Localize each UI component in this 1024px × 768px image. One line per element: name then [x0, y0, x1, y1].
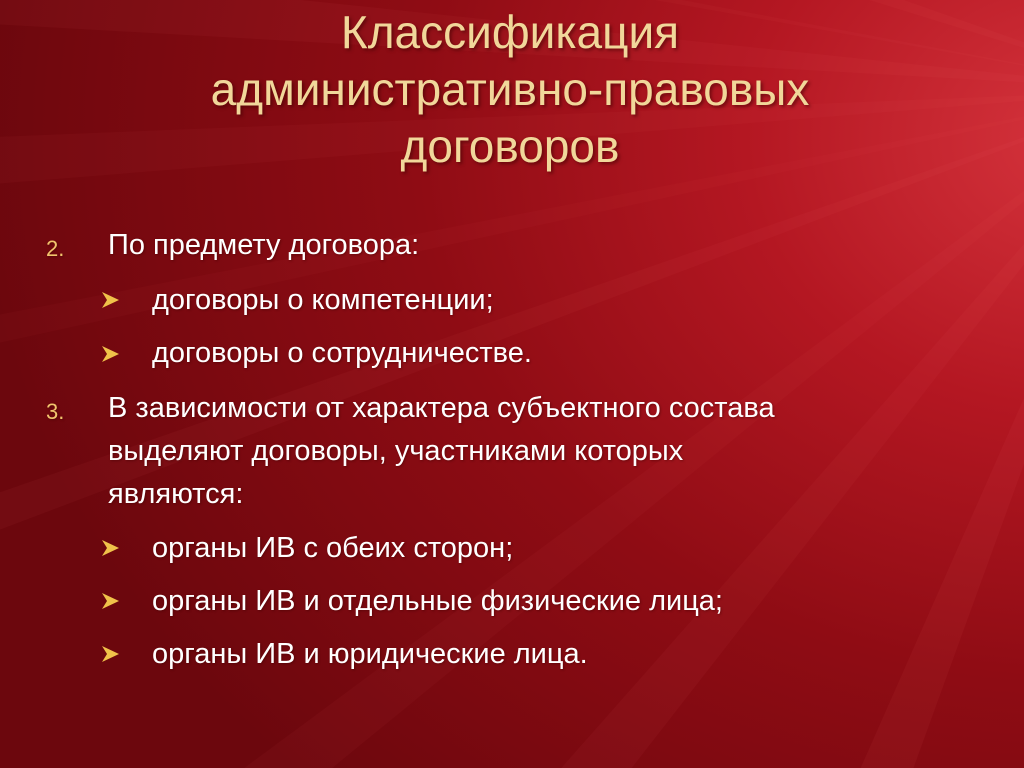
- list-item-text: органы ИВ и отдельные физические лица;: [152, 585, 723, 617]
- arrow-bullet-icon: [100, 538, 120, 558]
- list-number: 3.: [46, 399, 65, 424]
- arrow-bullet-icon: [100, 344, 120, 364]
- list-item-text: По предмету договора:: [108, 229, 420, 261]
- title-line: Классификация: [340, 6, 680, 58]
- list-item-text: договоры о компетенции;: [152, 284, 494, 316]
- list-item-text: выделяют договоры, участниками которых: [108, 435, 684, 467]
- list-item-text: В зависимости от характера субъектного состава: [108, 392, 775, 424]
- list-item-text: являются:: [108, 478, 244, 510]
- list-item-text: органы ИВ и юридические лица.: [152, 638, 588, 670]
- arrow-bullet-icon: [100, 290, 120, 310]
- list-number: 2.: [46, 236, 65, 261]
- arrow-bullet-icon: [100, 644, 120, 664]
- title-line: договоров: [400, 120, 620, 172]
- arrow-bullet-icon: [100, 591, 120, 611]
- list-item-text: договоры о сотрудничестве.: [152, 337, 532, 369]
- list-item-text: органы ИВ с обеих сторон;: [152, 532, 514, 564]
- title-line: административно-правовых: [210, 63, 810, 115]
